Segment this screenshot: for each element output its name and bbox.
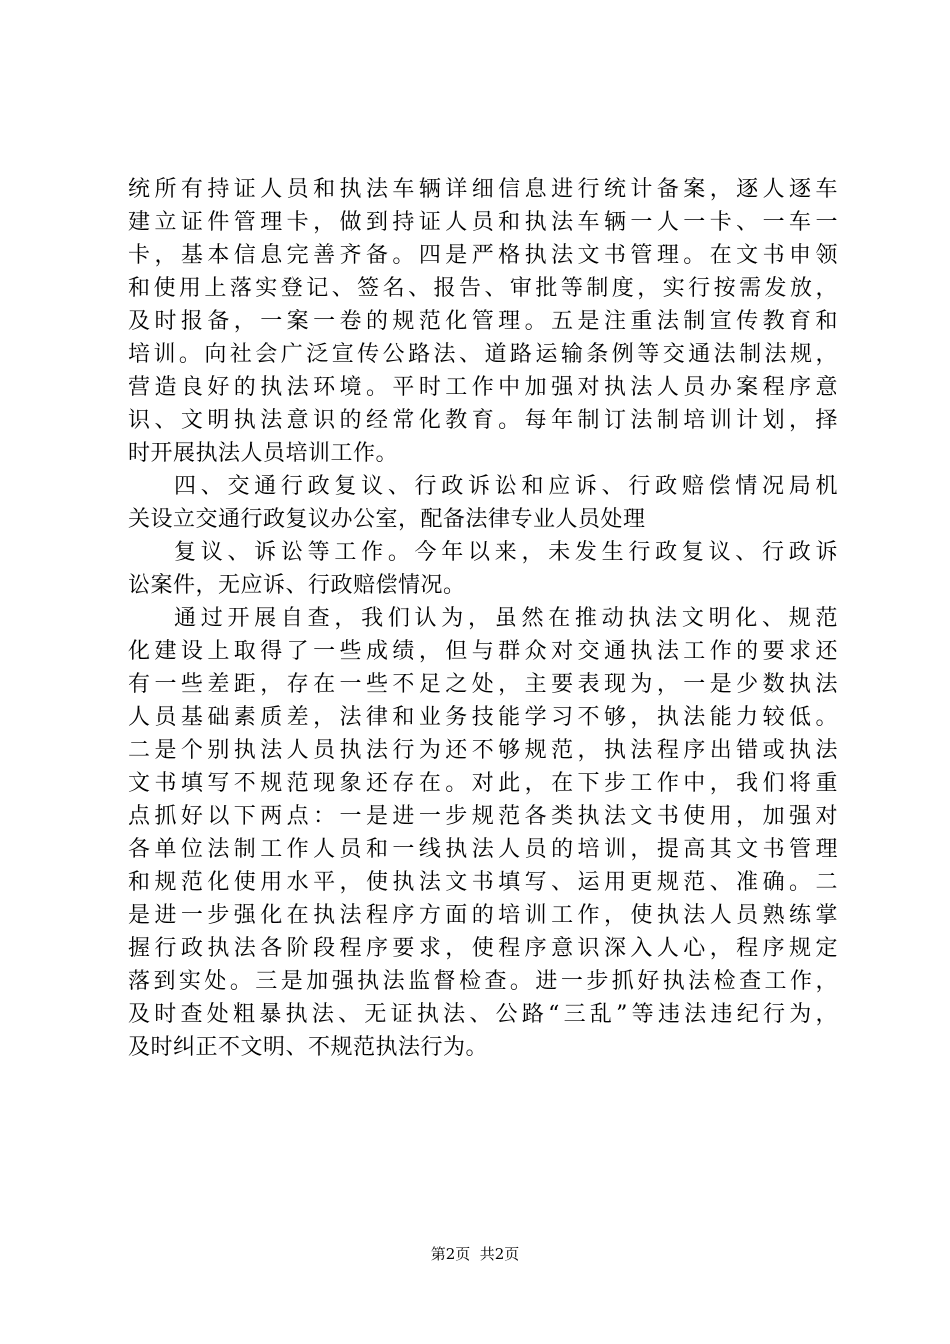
- text-line: 和使用上落实登记、签名、报告、审批等制度，实行按需发放，: [128, 276, 838, 301]
- text-line: 时开展执法人员培训工作。: [128, 441, 399, 466]
- text-line: 人员基础素质差，法律和业务技能学习不够，执法能力较低。: [128, 705, 838, 730]
- text-line: 和规范化使用水平，使执法文书填写、运用更规范、准确。二: [128, 870, 838, 895]
- page-number-label: 第2页 共2页: [430, 1245, 520, 1263]
- text-line: 化建设上取得了一些成绩，但与群众对交通执法工作的要求还: [128, 639, 838, 664]
- text-line: 落到实处。三是加强执法监督检查。进一步抓好执法检查工作，: [128, 969, 838, 994]
- text-line: 营造良好的执法环境。平时工作中加强对执法人员办案程序意: [128, 375, 838, 400]
- text-line: 握行政执法各阶段程序要求，使程序意识深入人心，程序规定: [128, 936, 838, 961]
- paragraph-first-line: 复议、诉讼等工作。今年以来，未发生行政复议、行政诉: [174, 540, 838, 565]
- text-line: 二是个别执法人员执法行为还不够规范，执法程序出错或执法: [128, 738, 838, 763]
- text-line: 是进一步强化在执法程序方面的培训工作，使执法人员熟练掌: [128, 903, 838, 928]
- text-line: 各单位法制工作人员和一线执法人员的培训，提高其文书管理: [128, 837, 838, 862]
- paragraph-first-line: 通过开展自查，我们认为，虽然在推动执法文明化、规范: [174, 606, 838, 631]
- text-line: 及时纠正不文明、不规范执法行为。: [128, 1035, 489, 1060]
- section-heading-line: 四、交通行政复议、行政诉讼和应诉、行政赔偿情况局机: [174, 474, 838, 499]
- text-line: 有一些差距，存在一些不足之处，主要表现为，一是少数执法: [128, 672, 838, 697]
- text-line: 统所有持证人员和执法车辆详细信息进行统计备案，逐人逐车: [128, 177, 838, 202]
- text-line: 卡，基本信息完善齐备。四是严格执法文书管理。在文书申领: [128, 243, 838, 268]
- text-line: 及时报备，一案一卷的规范化管理。五是注重法制宣传教育和: [128, 309, 838, 334]
- text-line: 识、文明执法意识的经常化教育。每年制订法制培训计划，择: [128, 408, 838, 433]
- text-line: 文书填写不规范现象还存在。对此，在下步工作中，我们将重: [128, 771, 838, 796]
- text-line: 关设立交通行政复议办公室，配备法律专业人员处理: [128, 507, 646, 532]
- text-line: 培训。向社会广泛宣传公路法、道路运输条例等交通法制法规，: [128, 342, 838, 367]
- text-line: 及时查处粗暴执法、无证执法、公路“三乱”等违法违纪行为，: [128, 1002, 838, 1027]
- document-body: [128, 173, 838, 1064]
- text-line: 讼案件，无应诉、行政赔偿情况。: [128, 573, 466, 598]
- text-line: 建立证件管理卡，做到持证人员和执法车辆一人一卡、一车一: [128, 210, 838, 235]
- page-footer: [0, 1244, 950, 1264]
- text-line: 点抓好以下两点：一是进一步规范各类执法文书使用，加强对: [128, 804, 838, 829]
